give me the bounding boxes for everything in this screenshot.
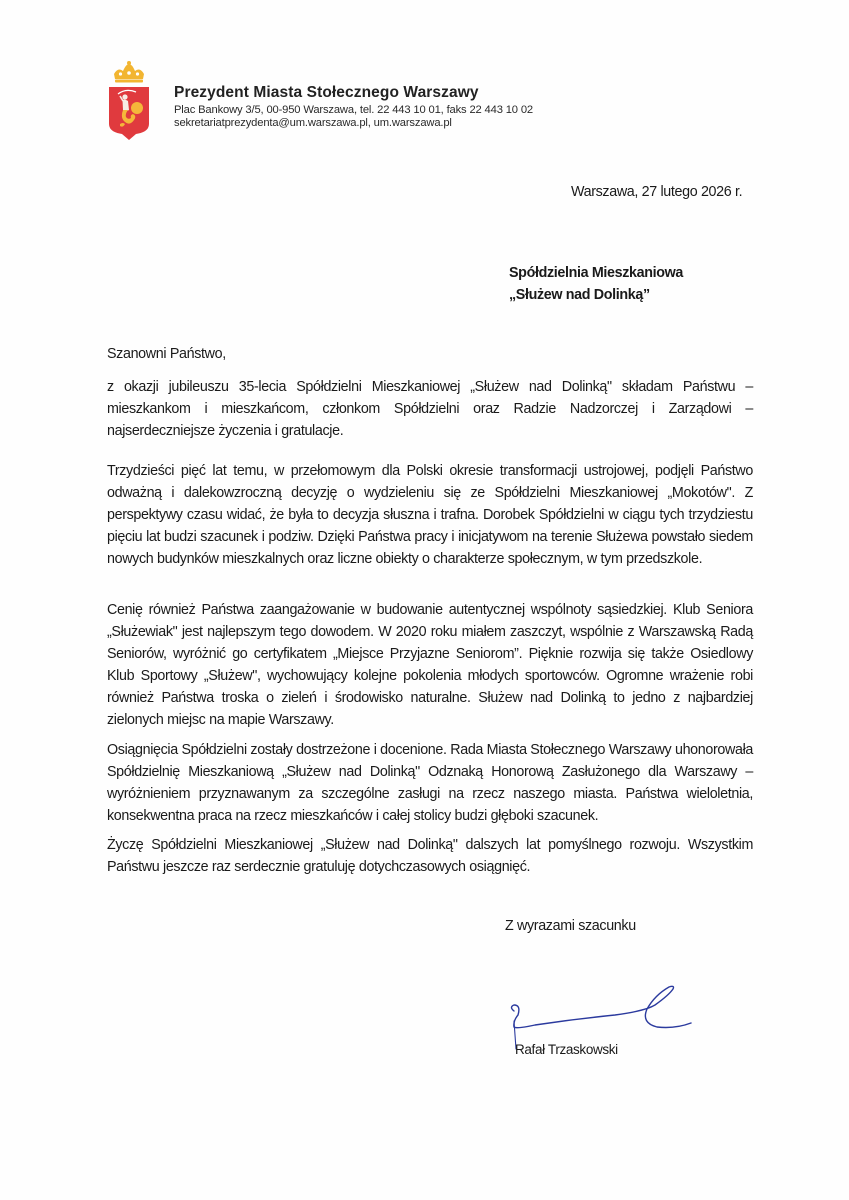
letterhead-contact: sekretariatprezydenta@um.warszawa.pl, um.warszawa.pl [174,117,452,129]
signer-name: Rafał Trzaskowski [515,1042,618,1057]
recipient-line-1: Spółdzielnia Mieszkaniowa [509,265,683,281]
letter-date: Warszawa, 27 lutego 2026 r. [571,184,743,200]
letterhead-address: Plac Bankowy 3/5, 00-950 Warszawa, tel. 22 443 10 01, faks 22 443 10 02 [174,104,533,116]
recipient-block [509,262,683,306]
paragraph-2: Trzydzieści pięć lat temu, w przełomowym dla Polski okresie transformacji ustrojowej, podjęli Państwo odważną i dalekowzroczną decyzję o wydzieleniu się ze Spółdzielni Mieszkaniowej „Mokotów". Z perspektywy czasu widać, że była to decyzja słuszna i trafna. Dorobek Spółdzielni w ciągu tych trzydziestu pięciu lat budzi szacunek i podziw. Dzięki Państwa pracy i inicjatywom na terenie Służewa powstało siedem nowych budynków mieszkalnych oraz liczne obiekty o charakterze społecznym, w tym przedszkole. [107,463,753,567]
paragraph-3: Cenię również Państwa zaangażowanie w budowanie autentycznej wspólnoty sąsiedzkiej. Klub Seniora „Służewiak" jest najlepszym tego dowodem. W 2020 roku miałem zaszczyt, wspólnie z Warszawską Radą Seniorów, wyróżnić go certyfikatem „Miejsce Przyjazne Seniorom”. Pięknie rozwija się także Osiedlowy Klub Sportowy „Służew", wychowujący kolejne pokolenia młodych sportowców. Ogromne wrażenie robi również Państwa troska o zieleń i środowisko naturalne. Służew nad Dolinką to jedno z najbardziej zielonych miejsc na mapie Warszawy. [107,602,753,728]
paragraph-1: z okazji jubileuszu 35-lecia Spółdzielni Mieszkaniowej „Służew nad Dolinką" składam Państwu – mieszkankom i mieszkańcom, członkom Spółdzielni oraz Radzie Nadzorczej i Zarządowi – najserdeczniejsze życzenia i gratulacje. [107,379,753,439]
warsaw-coat-of-arms-icon [106,60,152,142]
letterhead-title: Prezydent Miasta Stołecznego Warszawy [174,84,479,101]
closing-phrase: Z wyrazami szacunku [505,918,636,934]
paragraph-5: Życzę Spółdzielni Mieszkaniowej „Służew nad Dolinką" dalszych lat pomyślnego rozwoju. Wszystkim Państwu jeszcze raz serdecznie gratuluję dotychczasowych osiągnięć. [107,837,753,875]
salutation: Szanowni Państwo, [107,346,226,362]
recipient-line-2: „Służew nad Dolinką” [509,287,650,303]
paragraph-4: Osiągnięcia Spółdzielni zostały dostrzeżone i docenione. Rada Miasta Stołecznego Warszawy uhonorowała Spółdzielnię Mieszkaniową „Służew nad Dolinką" Odznaką Honorową Zasłużonego dla Warszawy – wyróżnieniem przyznawanym za szczególne zasługi na rzecz naszego miasta. Państwa wieloletnia, konsekwentna praca na rzecz mieszkańców i całej stolicy budzi głęboki szacunek. [107,742,753,824]
